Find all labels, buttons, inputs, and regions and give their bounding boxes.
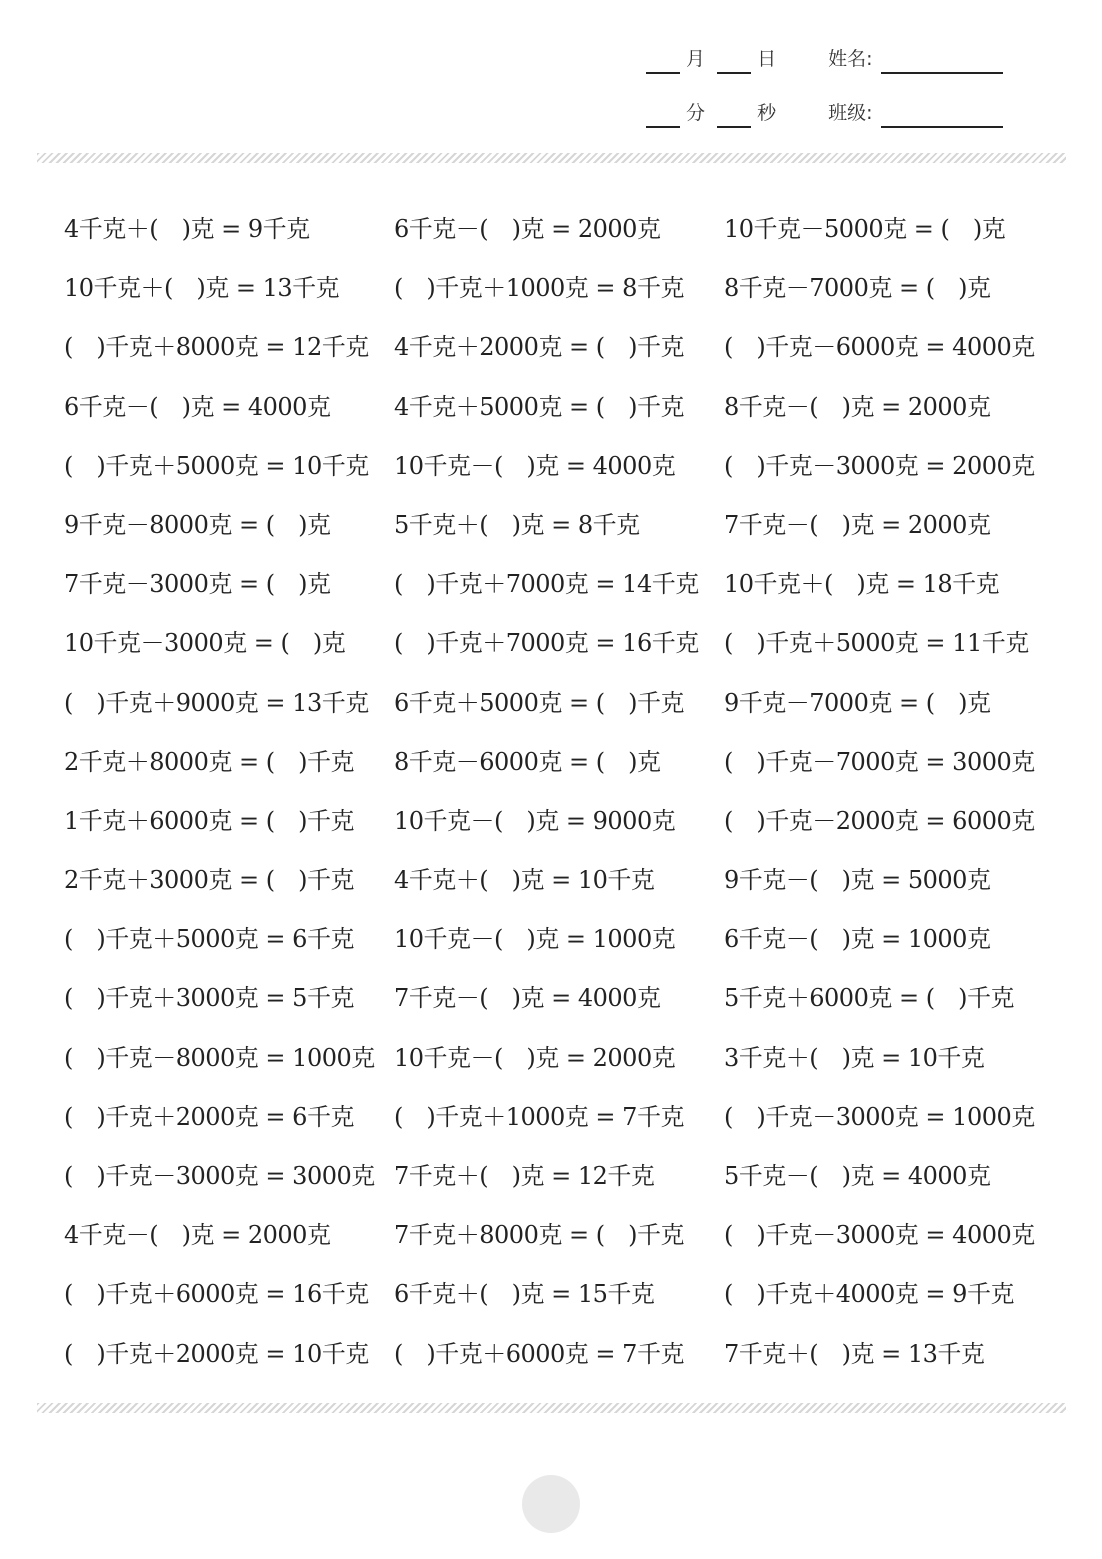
problem-item: ( )千克＋5000克 = 10千克 <box>64 451 369 480</box>
problem-row <box>64 614 1064 673</box>
problem-item: 6千克－( )克 = 1000克 <box>724 925 991 954</box>
problem-item: ( )千克－3000克 = 2000克 <box>724 451 1035 480</box>
problem-item: 5千克－( )克 = 4000克 <box>724 1162 991 1190</box>
problem-item: 6千克－( )克 = 4000克 <box>64 392 331 421</box>
problem-item: ( )千克－8000克 = 1000克 <box>64 1043 375 1072</box>
date-name-row <box>646 44 1003 74</box>
problem-item: 6千克＋5000克 = ( )千克 <box>394 688 684 717</box>
month-blank[interactable] <box>646 52 680 74</box>
problem-item: ( )千克＋5000克 = 6千克 <box>64 925 354 954</box>
problem-item: 4千克＋( )克 = 10千克 <box>394 866 655 895</box>
problem-item: 10千克－( )克 = 1000克 <box>394 925 676 954</box>
problem-item: 9千克－7000克 = ( )克 <box>724 688 991 717</box>
problem-item: ( )千克－3000克 = 4000克 <box>724 1221 1035 1250</box>
problem-item: 8千克－7000克 = ( )克 <box>724 274 991 303</box>
problem-row <box>64 969 1064 1028</box>
problem-item: 3千克＋( )克 = 10千克 <box>724 1043 985 1072</box>
problem-item: 1千克＋6000克 = ( )千克 <box>64 806 354 835</box>
problem-item: ( )千克＋1000克 = 8千克 <box>394 274 684 303</box>
worksheet-header <box>646 44 1066 144</box>
problem-item: ( )千克＋7000克 = 14千克 <box>394 570 699 599</box>
problem-row <box>64 851 1064 910</box>
problem-item: 10千克＋( )克 = 18千克 <box>724 570 1000 599</box>
problem-row <box>64 378 1064 437</box>
problem-item: ( )千克＋1000克 = 7千克 <box>394 1102 684 1131</box>
problem-item: 4千克＋2000克 = ( )千克 <box>394 333 684 362</box>
name-label: 姓名: <box>828 48 873 70</box>
problem-item: 2千克＋8000克 = ( )千克 <box>64 747 354 776</box>
problem-row <box>64 437 1064 496</box>
problem-item: ( )千克＋8000克 = 12千克 <box>64 333 369 362</box>
problem-item: ( )千克＋6000克 = 16千克 <box>64 1280 369 1309</box>
problem-item: ( )千克＋2000克 = 6千克 <box>64 1102 354 1131</box>
problem-item: 7千克＋8000克 = ( )千克 <box>394 1221 684 1250</box>
page-indicator <box>522 1475 580 1533</box>
problem-item: 10千克－( )克 = 4000克 <box>394 451 676 480</box>
problem-item: ( )千克＋7000克 = 16千克 <box>394 629 699 658</box>
problem-row <box>64 733 1064 792</box>
second-label: 秒 <box>757 102 777 124</box>
problem-row <box>64 259 1064 318</box>
problem-item: 10千克－( )克 = 9000克 <box>394 806 676 835</box>
problem-item: ( )千克－6000克 = 4000克 <box>724 333 1035 362</box>
problem-item: 10千克－5000克 = ( )克 <box>724 215 1006 243</box>
bottom-divider <box>37 1403 1066 1413</box>
problem-item: 5千克＋( )克 = 8千克 <box>394 510 640 539</box>
problem-item: ( )千克－3000克 = 1000克 <box>724 1102 1035 1131</box>
class-label: 班级: <box>828 102 873 124</box>
problem-row <box>64 318 1064 377</box>
day-label: 日 <box>757 48 777 70</box>
problem-item: 7千克＋( )克 = 13千克 <box>724 1339 985 1368</box>
problem-row <box>64 555 1064 614</box>
day-blank[interactable] <box>717 52 751 74</box>
month-label: 月 <box>686 48 706 70</box>
problem-row <box>64 1325 1064 1384</box>
problem-item: 5千克＋6000克 = ( )千克 <box>724 984 1014 1013</box>
minute-blank[interactable] <box>646 106 680 128</box>
problem-item: 10千克－3000克 = ( )克 <box>64 629 346 658</box>
problem-item: 7千克＋( )克 = 12千克 <box>394 1162 655 1190</box>
problem-item: 8千克－6000克 = ( )克 <box>394 747 661 776</box>
problem-item: ( )千克＋6000克 = 7千克 <box>394 1339 684 1368</box>
problem-item: 7千克－( )克 = 4000克 <box>394 984 661 1013</box>
problem-row <box>64 1147 1064 1206</box>
problem-item: ( )千克－7000克 = 3000克 <box>724 747 1035 776</box>
problem-item: 9千克－8000克 = ( )克 <box>64 510 331 539</box>
problem-item: 6千克－( )克 = 2000克 <box>394 215 661 243</box>
problem-item: 4千克＋( )克 = 9千克 <box>64 215 310 243</box>
problem-item: ( )千克＋5000克 = 11千克 <box>724 629 1029 658</box>
problem-item: ( )千克＋4000克 = 9千克 <box>724 1280 1014 1309</box>
problem-item: 4千克＋5000克 = ( )千克 <box>394 392 684 421</box>
time-class-row <box>646 98 1003 128</box>
problem-item: 8千克－( )克 = 2000克 <box>724 392 991 421</box>
second-blank[interactable] <box>717 106 751 128</box>
problem-item: ( )千克＋9000克 = 13千克 <box>64 688 369 717</box>
problem-row <box>64 496 1064 555</box>
class-blank[interactable] <box>881 106 1003 128</box>
problem-row <box>64 674 1064 733</box>
top-divider <box>37 153 1066 163</box>
problem-row <box>64 200 1064 259</box>
problem-item: 4千克－( )克 = 2000克 <box>64 1221 331 1250</box>
problem-item: ( )千克＋2000克 = 10千克 <box>64 1339 369 1368</box>
problem-item: 7千克－3000克 = ( )克 <box>64 570 331 599</box>
problem-row <box>64 792 1064 851</box>
minute-label: 分 <box>686 102 706 124</box>
problem-row <box>64 1088 1064 1147</box>
problem-row <box>64 1206 1064 1265</box>
problem-item: 10千克－( )克 = 2000克 <box>394 1043 676 1072</box>
problem-row <box>64 910 1064 969</box>
problem-item: 9千克－( )克 = 5000克 <box>724 866 991 895</box>
problem-item: ( )千克－2000克 = 6000克 <box>724 806 1035 835</box>
problem-row <box>64 1029 1064 1088</box>
problem-item: ( )千克＋3000克 = 5千克 <box>64 984 354 1013</box>
name-blank[interactable] <box>881 52 1003 74</box>
problem-item: 2千克＋3000克 = ( )千克 <box>64 866 354 895</box>
problem-item: 7千克－( )克 = 2000克 <box>724 510 991 539</box>
problem-item: 10千克＋( )克 = 13千克 <box>64 274 340 303</box>
problem-grid <box>64 200 1064 1384</box>
problem-row <box>64 1265 1064 1324</box>
problem-item: 6千克＋( )克 = 15千克 <box>394 1280 655 1309</box>
problem-item: ( )千克－3000克 = 3000克 <box>64 1162 375 1190</box>
